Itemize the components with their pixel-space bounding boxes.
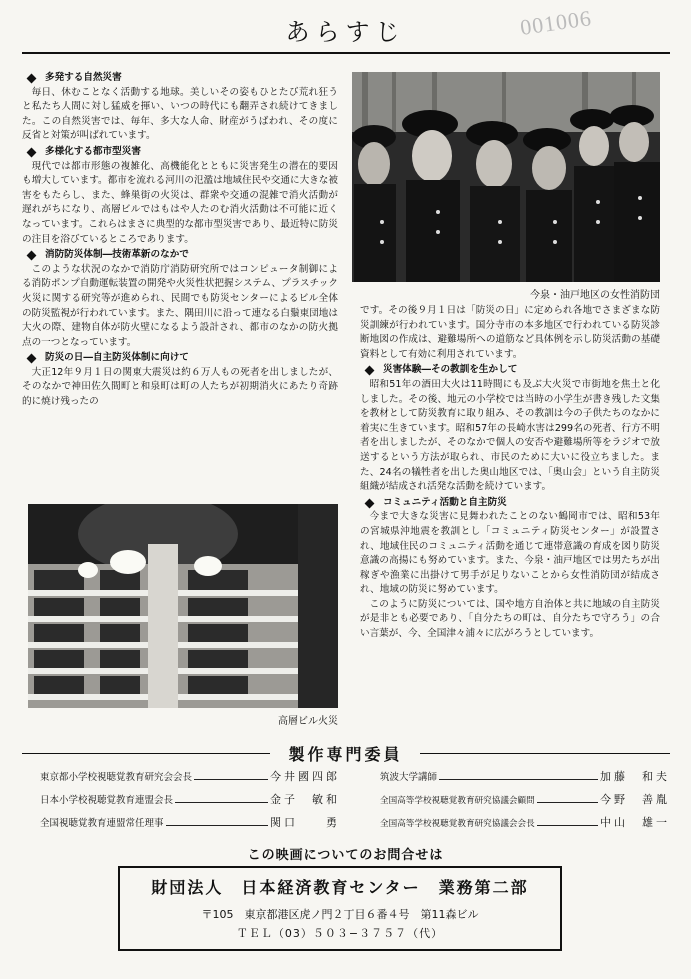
contact-heading: この映画についてのお問合せは [247,848,444,863]
leader-line [537,825,598,826]
section-heading-text: 多発する自然災害 [45,72,122,83]
staff-name: 今野 善胤 [600,793,670,806]
staff-org: 全国高等学校視聴覚教育研究協議会会長 [380,819,535,829]
contact-box [118,866,562,951]
section-heading-text: 災害体験―その教訓を生かして [383,364,518,376]
staff-row [380,766,670,789]
diamond-bullet-icon [27,73,37,83]
staff-row [40,812,340,835]
section-heading-text: 消防防災体制―技術革新のなかで [45,249,189,261]
staff-rule-right [420,753,670,754]
staff-list-left [40,766,340,835]
section-heading-text: コミュニティ活動と自主防災 [383,496,507,508]
leader-line [439,779,598,780]
diamond-bullet-icon [365,498,375,508]
contact-address: 〒105 東京都港区虎ノ門２丁目６番４号 第11森ビル [201,908,479,921]
section-heading [360,363,660,378]
right-text-column [360,304,660,642]
staff-rule-left [22,753,270,754]
staff-name: 関口 勇 [270,816,340,829]
diamond-bullet-icon [365,366,375,376]
firewomen-illustration [352,72,660,282]
staff-org: 全国視聴覚教育連盟常任理事 [40,818,164,829]
paragraph: 大正12年９月１日の関東大震災は約６万人もの死者を出しましたが、そのなかで神田佐久間町と和泉町は町の人たちが初期消火にあたり奇跡的に焼け残ったの [22,366,338,408]
section-heading-text: 多様化する都市型災害 [45,145,141,157]
section-heading [22,248,338,263]
leader-line [537,802,598,803]
section-heading [360,496,660,511]
contact-phone: ＴＥＬ（03）５０３−３７５７（代） [236,927,444,940]
staff-org: 東京都小学校視聴覚教育研究会会長 [40,772,193,783]
staff-row [40,766,340,789]
diamond-bullet-icon [27,354,37,364]
page-title: あらすじ [285,18,406,46]
leader-line [175,802,268,803]
section-heading [22,71,338,86]
diamond-bullet-icon [27,147,37,157]
leader-line [166,825,268,826]
diamond-bullet-icon [27,250,37,260]
firewomen-caption: 今泉・油戸地区の女性消防団 [530,290,660,301]
document-number-stamp: 001006 [518,5,594,40]
staff-row [380,812,670,835]
section-heading [22,351,338,366]
paragraph: 今まで大きな災害に見舞われたことのない鶴岡市では、昭和53年の宮城県沖地震を教訓とし「コミュニティ防災センター」が設置され、地域住民のコミュニティ活動を通じて連帯意識の育成を図り防災意識の高揚にも努めています。また、今泉・油戸地区では男たちが出稼ぎや漁業に出掛けて男手が足りないことから女性消防団が結成され、地域の防災に努めています。 [360,511,660,596]
leader-line [194,779,268,780]
staff-org: 全国高等学校視聴覚教育研究協議会顧問 [380,796,535,806]
contact-organization: 財団法人 日本経済教育センター 業務第二部 [151,878,529,897]
building-fire-caption: 高層ビル火災 [278,716,338,727]
paragraph: このような状況のなかで消防庁消防研究所ではコンピュータ制御による消防ポンプ自動運転装置の開発や火災性状把握システム、プラスチック火災に関する研究等が進められ、民間でも防災センターによるビル全体の防災監視が行われています。また、隅田川に沿って連なる白鬚東団地は大火の際、建物自体が防火壁になるよう設計され、都市のなかの防火拠点の一つとなっています。 [22,263,338,348]
building-fire-illustration [28,504,338,708]
staff-name: 中山 雄一 [600,816,670,829]
staff-name: 今井國四郎 [270,770,340,783]
building-fire-photo [28,504,338,708]
staff-org: 日本小学校視聴覚教育連盟会長 [40,795,174,806]
paragraph: 毎日、休むことなく活動する地球。美しいその姿もひとたび荒れ狂うと私たち人間に対し猛威を揮い、いつの時代にも翻弄され続けてきました。この自然災害では、毎年、多大な人命、財産がうばわれ、その度に反省と対策が叫ばれています。 [22,86,338,142]
section-heading [22,145,338,160]
staff-name: 金子 敏和 [270,793,340,806]
paragraph: このように防災については、国や地方自治体と共に地域の自主防災が是非とも必要であり、「自分たちの町は、自分たちで守ろう」の合い言葉が、今、全国津々浦々に広がろうとしています。 [360,598,660,640]
paragraph: 現代では都市形態の複雑化、高機能化とともに災害発生の潜在的要因も増大しています。都市を流れる河川の氾濫は地域住民や交通に大きな被害をもたらし、また、蜂巣街の火災は、群衆や交通の混雑で消火活動が遅れがちになり、高層ビルではもはや人たのむ消火活動は不可能に近くなっています。これらはまさに典型的な都市型災害であり、最近特に防災の注目を浴びているところであります。 [22,160,338,245]
staff-row [380,789,670,812]
title-rule [22,52,670,54]
staff-row [40,789,340,812]
staff-org: 筑波大学講師 [380,772,438,783]
paragraph: です。その後９月１日は「防災の日」に定められ各地でさまざまな防災訓練が行われています。国分寺市の本多地区で行われている防災診断地図の作成は、避難場所への道筋など具体例を示し防災活動の基礎資料として有効に利用されています。 [360,305,660,360]
staff-name: 加藤 和夫 [600,770,670,783]
paragraph: 昭和51年の酒田大火は11時間にも及ぶ大火災で市街地を焦土と化しました。その後、地元の小学校では当時の小学生が書き残した文集を教材として防災教育に取り組み、その教訓は今の子供たちのなかに着実に生きています。昭和57年の長崎水害は299名の死者、行方不明者を出しましたが、そのなかで個人の安否や避難場所等をラジオで放送するという方法が取られ、市民のために大いに役立ちました。また、24名の犠牲者を出した奥山地区では、「奥山会」という自主防災組織が結成され活発な活動を続けています。 [360,378,660,493]
firewomen-photo [352,72,660,282]
staff-list-right [380,766,670,835]
section-heading-text: 防災の日―自主防災体制に向けて [45,352,189,364]
left-text-column [22,70,338,410]
staff-heading: 製作専門委員 [288,745,403,764]
